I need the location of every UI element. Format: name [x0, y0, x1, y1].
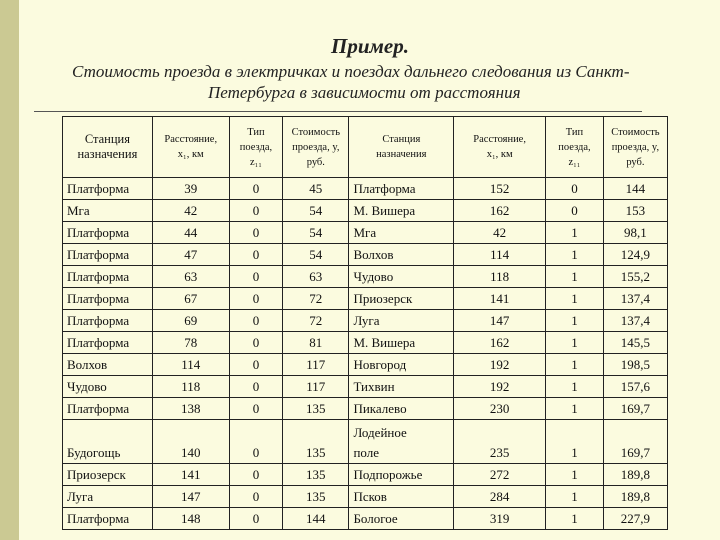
distance-cell: 141	[454, 288, 546, 310]
station-cell: Платформа	[63, 508, 153, 530]
train-type-cell: 1	[546, 288, 604, 310]
train-type-cell: 0	[229, 222, 282, 244]
distance-cell: 284	[454, 486, 546, 508]
table-row	[63, 508, 668, 530]
cost-cell: 189,8	[603, 486, 667, 508]
cost-cell: 189,8	[603, 464, 667, 486]
train-type-cell: 0	[229, 332, 282, 354]
train-type-cell: 1	[546, 244, 604, 266]
station-cell: Платформа	[63, 266, 153, 288]
train-type-cell: 0	[229, 266, 282, 288]
train-type-cell: 1	[546, 398, 604, 420]
station-cell: Платформа	[63, 178, 153, 200]
table-row	[63, 332, 668, 354]
train-type-cell: 0	[229, 178, 282, 200]
cost-cell: 63	[283, 266, 349, 288]
station-cell: Платформа	[63, 398, 153, 420]
header-station-1: Станция назначения	[63, 117, 153, 178]
distance-cell: 192	[454, 376, 546, 398]
cost-cell: 117	[283, 354, 349, 376]
station-cell: М. Вишера	[349, 200, 454, 222]
distance-cell: 141	[152, 464, 229, 486]
distance-cell: 192	[454, 354, 546, 376]
cost-cell: 153	[603, 200, 667, 222]
train-type-cell: 1	[546, 508, 604, 530]
distance-cell: 162	[454, 200, 546, 222]
station-cell: Волхов	[349, 244, 454, 266]
table-row	[63, 178, 668, 200]
subtitle-line-1: Стоимость проезда в электричках и поездах дальнего следования из Санкт-	[72, 62, 630, 81]
station-cell: Подпорожье	[349, 464, 454, 486]
table-row	[63, 222, 668, 244]
header-distance-1: Расстояние, x₁, км	[152, 117, 229, 178]
cost-cell: 54	[283, 244, 349, 266]
table-header-row	[63, 117, 668, 178]
station-cell: Платформа	[63, 244, 153, 266]
header-cost-2: Стоимость проезда, y, руб.	[603, 117, 667, 178]
station-cell: Платформа	[63, 222, 153, 244]
cost-cell: 227,9	[603, 508, 667, 530]
cost-cell: 117	[283, 376, 349, 398]
distance-cell: 162	[454, 332, 546, 354]
header-cost-1: Стоимость проезда, y, руб.	[283, 117, 349, 178]
distance-cell: 67	[152, 288, 229, 310]
station-cell: Платформа	[349, 178, 454, 200]
distance-cell: 147	[454, 310, 546, 332]
distance-cell: 63	[152, 266, 229, 288]
train-type-cell: 0	[229, 310, 282, 332]
distance-cell: 42	[152, 200, 229, 222]
cost-cell: 155,2	[603, 266, 667, 288]
subtitle-line-2: Петербурга в зависимости от расстояния	[208, 83, 521, 102]
cost-cell: 169,7	[603, 398, 667, 420]
slide-subtitle	[72, 62, 720, 103]
train-type-cell: 1	[546, 310, 604, 332]
station-cell: М. Вишера	[349, 332, 454, 354]
train-type-cell: 1	[546, 222, 604, 244]
station-cell	[349, 420, 454, 464]
distance-cell: 235	[454, 420, 546, 464]
table-row	[63, 244, 668, 266]
distance-cell: 230	[454, 398, 546, 420]
cost-cell: 72	[283, 310, 349, 332]
station-cell: Псков	[349, 486, 454, 508]
distance-cell: 272	[454, 464, 546, 486]
table-row	[63, 266, 668, 288]
header-station-2: Станция назначения	[349, 117, 454, 178]
train-type-cell: 0	[229, 200, 282, 222]
train-type-cell: 1	[546, 486, 604, 508]
distance-cell: 47	[152, 244, 229, 266]
cost-cell: 135	[283, 464, 349, 486]
distance-cell: 42	[454, 222, 546, 244]
cost-cell: 135	[283, 398, 349, 420]
cost-cell: 157,6	[603, 376, 667, 398]
train-type-cell: 1	[546, 332, 604, 354]
cost-cell: 54	[283, 200, 349, 222]
distance-cell: 69	[152, 310, 229, 332]
distance-cell: 140	[152, 420, 229, 464]
distance-cell: 138	[152, 398, 229, 420]
train-type-cell: 0	[229, 508, 282, 530]
station-cell: Платформа	[63, 288, 153, 310]
distance-cell: 118	[454, 266, 546, 288]
distance-cell: 39	[152, 178, 229, 200]
station-cell: Будогощь	[63, 420, 153, 464]
table-row	[63, 398, 668, 420]
station-cell: Приозерск	[349, 288, 454, 310]
train-type-cell: 1	[546, 266, 604, 288]
distance-cell: 148	[152, 508, 229, 530]
cost-cell: 72	[283, 288, 349, 310]
table-row	[63, 310, 668, 332]
fare-table	[62, 116, 668, 530]
cost-cell: 144	[603, 178, 667, 200]
cost-cell: 169,7	[603, 420, 667, 464]
header-distance-2: Расстояние, x₁, км	[454, 117, 546, 178]
distance-cell: 78	[152, 332, 229, 354]
distance-cell: 319	[454, 508, 546, 530]
header-train-type-2: Тип поезда, z₁₁	[546, 117, 604, 178]
table-row	[63, 420, 668, 464]
table-row	[63, 354, 668, 376]
station-cell: Тихвин	[349, 376, 454, 398]
train-type-cell: 0	[229, 244, 282, 266]
cost-cell: 135	[283, 420, 349, 464]
table-row	[63, 288, 668, 310]
train-type-cell: 0	[229, 398, 282, 420]
table-row	[63, 376, 668, 398]
slide-title: Пример.	[331, 34, 409, 58]
distance-cell: 114	[152, 354, 229, 376]
station-cell: Чудово	[349, 266, 454, 288]
station-cell: Мга	[63, 200, 153, 222]
station-cell: Пикалево	[349, 398, 454, 420]
station-cell: Новгород	[349, 354, 454, 376]
cost-cell: 54	[283, 222, 349, 244]
train-type-cell: 0	[546, 178, 604, 200]
station-cell: Платформа	[63, 332, 153, 354]
table-row	[63, 486, 668, 508]
train-type-cell: 0	[229, 420, 282, 464]
station-cell: Волхов	[63, 354, 153, 376]
left-accent-bar	[0, 0, 19, 540]
distance-cell: 114	[454, 244, 546, 266]
station-cell: Платформа	[63, 310, 153, 332]
cost-cell: 144	[283, 508, 349, 530]
train-type-cell: 0	[229, 288, 282, 310]
cost-cell: 137,4	[603, 310, 667, 332]
cost-cell: 198,5	[603, 354, 667, 376]
distance-cell: 147	[152, 486, 229, 508]
train-type-cell: 1	[546, 464, 604, 486]
train-type-cell: 0	[229, 464, 282, 486]
cost-cell: 98,1	[603, 222, 667, 244]
cost-cell: 145,5	[603, 332, 667, 354]
cost-cell: 135	[283, 486, 349, 508]
station-name-line-2: поле	[353, 445, 379, 460]
train-type-cell: 0	[229, 486, 282, 508]
station-cell: Приозерск	[63, 464, 153, 486]
train-type-cell: 0	[229, 376, 282, 398]
cost-cell: 124,9	[603, 244, 667, 266]
cost-cell: 81	[283, 332, 349, 354]
distance-cell: 152	[454, 178, 546, 200]
cost-cell: 137,4	[603, 288, 667, 310]
station-cell: Бологое	[349, 508, 454, 530]
cost-cell: 45	[283, 178, 349, 200]
station-cell: Мга	[349, 222, 454, 244]
distance-cell: 44	[152, 222, 229, 244]
distance-cell: 118	[152, 376, 229, 398]
train-type-cell: 0	[546, 200, 604, 222]
station-cell: Чудово	[63, 376, 153, 398]
title-divider	[34, 111, 642, 112]
header-train-type-1: Тип поезда, z₁₁	[229, 117, 282, 178]
train-type-cell: 0	[229, 354, 282, 376]
train-type-cell: 1	[546, 420, 604, 464]
table-row	[63, 464, 668, 486]
train-type-cell: 1	[546, 354, 604, 376]
station-cell: Луга	[349, 310, 454, 332]
station-name-line-1: Лодейное	[353, 425, 407, 440]
train-type-cell: 1	[546, 376, 604, 398]
station-cell: Луга	[63, 486, 153, 508]
table-row	[63, 200, 668, 222]
